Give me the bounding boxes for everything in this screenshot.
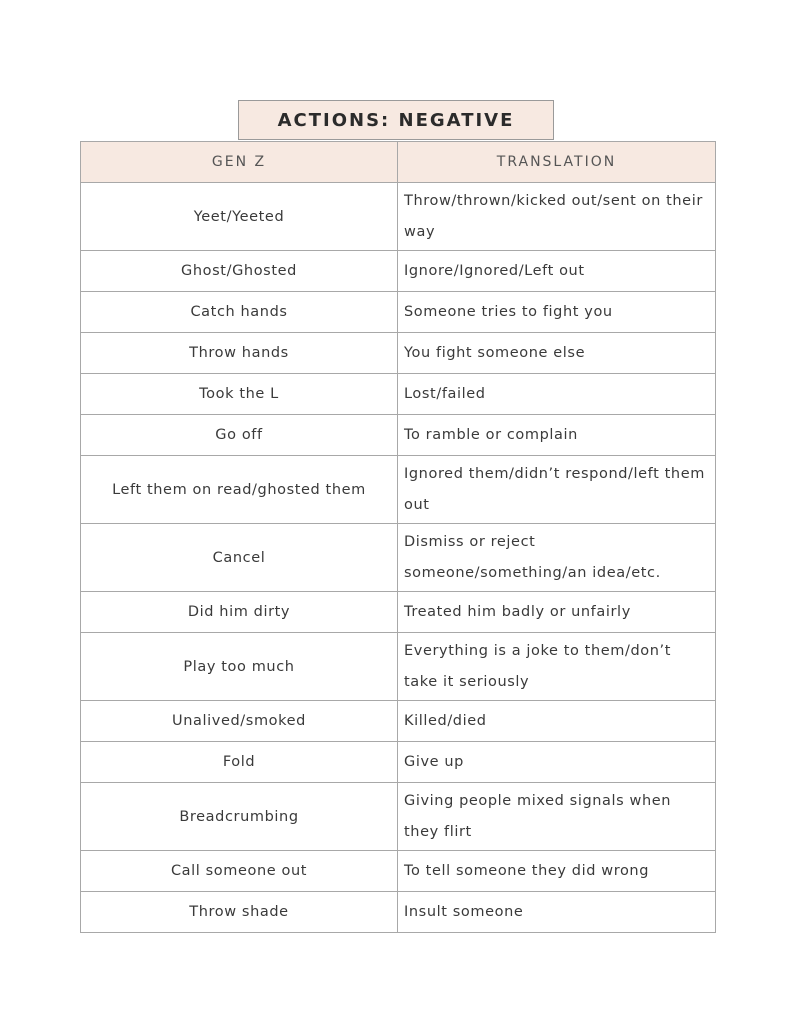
table-row	[81, 183, 716, 251]
table-row	[81, 783, 716, 851]
table-row	[81, 456, 716, 524]
table-row	[81, 333, 716, 374]
slang-table	[80, 141, 716, 933]
translation-text: Giving people mixed signals when they flirt	[398, 783, 716, 851]
table-header-row	[81, 142, 716, 183]
gen-z-term: Go off	[81, 415, 398, 456]
gen-z-term: Left them on read/ghosted them	[81, 456, 398, 524]
header-translation: TRANSLATION	[398, 142, 716, 183]
table-row	[81, 524, 716, 592]
translation-text: Someone tries to fight you	[398, 292, 716, 333]
table-row	[81, 292, 716, 333]
translation-text: To ramble or complain	[398, 415, 716, 456]
translation-text: Dismiss or reject someone/something/an idea/etc.	[398, 524, 716, 592]
page-title: ACTIONS: NEGATIVE	[238, 100, 554, 140]
table-row	[81, 633, 716, 701]
gen-z-term: Ghost/Ghosted	[81, 251, 398, 292]
translation-text: Lost/failed	[398, 374, 716, 415]
table-row	[81, 892, 716, 933]
gen-z-term: Fold	[81, 742, 398, 783]
gen-z-term: Throw hands	[81, 333, 398, 374]
translation-text: Insult someone	[398, 892, 716, 933]
table-row	[81, 415, 716, 456]
translation-text: Treated him badly or unfairly	[398, 592, 716, 633]
translation-text: Killed/died	[398, 701, 716, 742]
translation-text: Ignored them/didn’t respond/left them out	[398, 456, 716, 524]
gen-z-term: Yeet/Yeeted	[81, 183, 398, 251]
table-row	[81, 851, 716, 892]
gen-z-term: Call someone out	[81, 851, 398, 892]
gen-z-term: Unalived/smoked	[81, 701, 398, 742]
translation-text: Ignore/Ignored/Left out	[398, 251, 716, 292]
table-body	[81, 183, 716, 933]
gen-z-term: Play too much	[81, 633, 398, 701]
translation-text: To tell someone they did wrong	[398, 851, 716, 892]
gen-z-term: Did him dirty	[81, 592, 398, 633]
translation-text: Throw/thrown/kicked out/sent on their way	[398, 183, 716, 251]
gen-z-term: Cancel	[81, 524, 398, 592]
table-row	[81, 251, 716, 292]
gen-z-term: Took the L	[81, 374, 398, 415]
table-row	[81, 374, 716, 415]
table-row	[81, 742, 716, 783]
table-row	[81, 701, 716, 742]
table-row	[81, 592, 716, 633]
header-gen-z: GEN Z	[81, 142, 398, 183]
gen-z-term: Breadcrumbing	[81, 783, 398, 851]
gen-z-term: Throw shade	[81, 892, 398, 933]
translation-text: You fight someone else	[398, 333, 716, 374]
translation-text: Everything is a joke to them/don’t take it seriously	[398, 633, 716, 701]
translation-text: Give up	[398, 742, 716, 783]
gen-z-term: Catch hands	[81, 292, 398, 333]
